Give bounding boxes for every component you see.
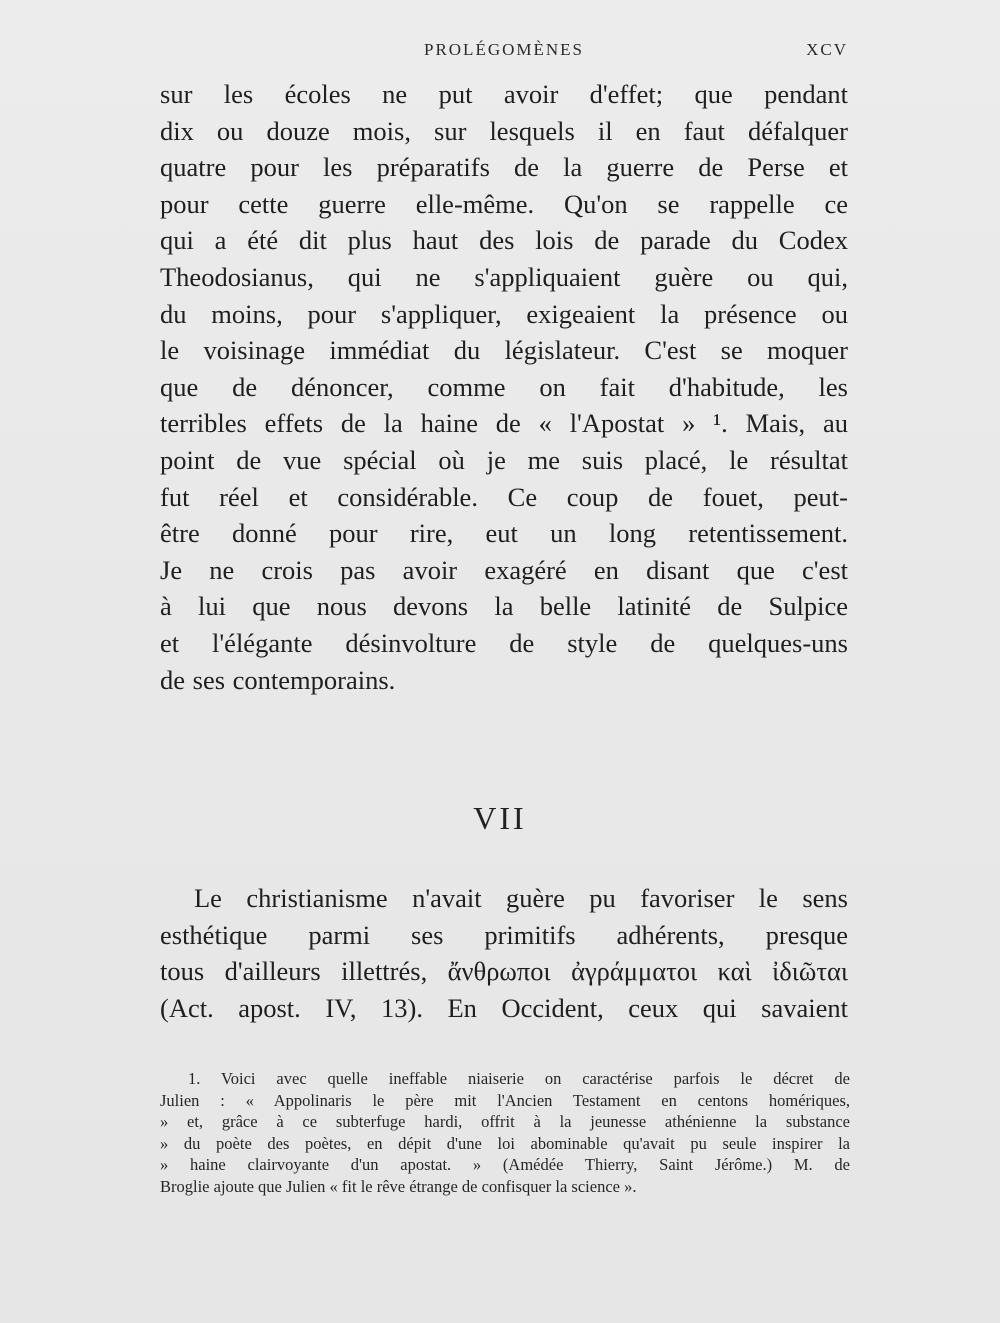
text-line: Le christianisme n'avait guère pu favoriser le sens	[194, 883, 848, 913]
footnote-line: » haine clairvoyante d'un apostat. » (Amédée Thierry, Saint Jérôme.) M. de	[160, 1155, 850, 1174]
footnote	[160, 1068, 850, 1197]
text-line: point de vue spécial où je me suis placé, le résultat	[160, 444, 848, 475]
text-line: (Act. apost. IV, 13). En Occident, ceux qui savaient	[160, 992, 848, 1023]
text-line: de ses contemporains.	[160, 664, 396, 695]
footnote-line: » et, grâce à ce subterfuge hardi, offrit à la jeunesse athénienne la substance	[160, 1112, 850, 1131]
text-line: Theodosianus, qui ne s'appliquaient guère ou qui,	[160, 261, 848, 292]
text-line: le voisinage immédiat du législateur. C'est se moquer	[160, 335, 848, 366]
text-line: Je ne crois pas avoir exagéré en disant que c'est	[160, 554, 848, 585]
running-head-title: PROLÉGOMÈNES	[423, 40, 584, 59]
text-line: dix ou douze mois, sur lesquels il en faut défalquer	[160, 115, 848, 146]
running-head	[160, 40, 848, 64]
text-line: être donné pour rire, eut un long retentissement.	[160, 518, 848, 549]
footnote-line: Broglie ajoute que Julien « fit le rêve étrange de confisquer la science ».	[160, 1176, 637, 1196]
text-line: que de dénoncer, comme on fait d'habitude, les	[160, 371, 848, 402]
page-number: XCV	[806, 40, 848, 59]
section-heading: VII	[473, 800, 527, 836]
text-line: quatre pour les préparatifs de la guerre de Perse et	[160, 152, 848, 183]
text-line: sur les écoles ne put avoir d'effet; que pendant	[160, 79, 848, 109]
text-line: tous d'ailleurs illettrés, ἄνθρωποι ἀγράμματοι καὶ ἰδιῶται	[160, 956, 848, 987]
text-line: du moins, pour s'appliquer, exigeaient la présence ou	[160, 298, 848, 329]
text-line: fut réel et considérable. Ce coup de fouet, peut-	[160, 481, 848, 512]
text-line: terribles effets de la haine de « l'Apostat » ¹. Mais, au	[160, 408, 848, 439]
text-line: qui a été dit plus haut des lois de parade du Codex	[160, 225, 848, 256]
text-line: à lui que nous devons la belle latinité de Sulpice	[160, 591, 848, 622]
text-line: esthétique parmi ses primitifs adhérents, presque	[160, 919, 848, 950]
footnote-line: » du poète des poètes, en dépit d'une loi abominable qu'avait pu seule inspirer la	[160, 1133, 850, 1153]
footnote-line: 1. Voici avec quelle ineffable niaiserie on caractérise parfois le décret de	[188, 1069, 850, 1088]
footnote-line: Julien : « Appolinaris le père mit l'Ancien Testament en centons homériques,	[160, 1090, 850, 1110]
paragraph-2	[160, 880, 848, 1026]
text-line: pour cette guerre elle-même. Qu'on se rappelle ce	[160, 188, 848, 219]
text-line: et l'élégante désinvolture de style de quelques-uns	[160, 627, 848, 658]
paragraph-1	[160, 76, 848, 698]
